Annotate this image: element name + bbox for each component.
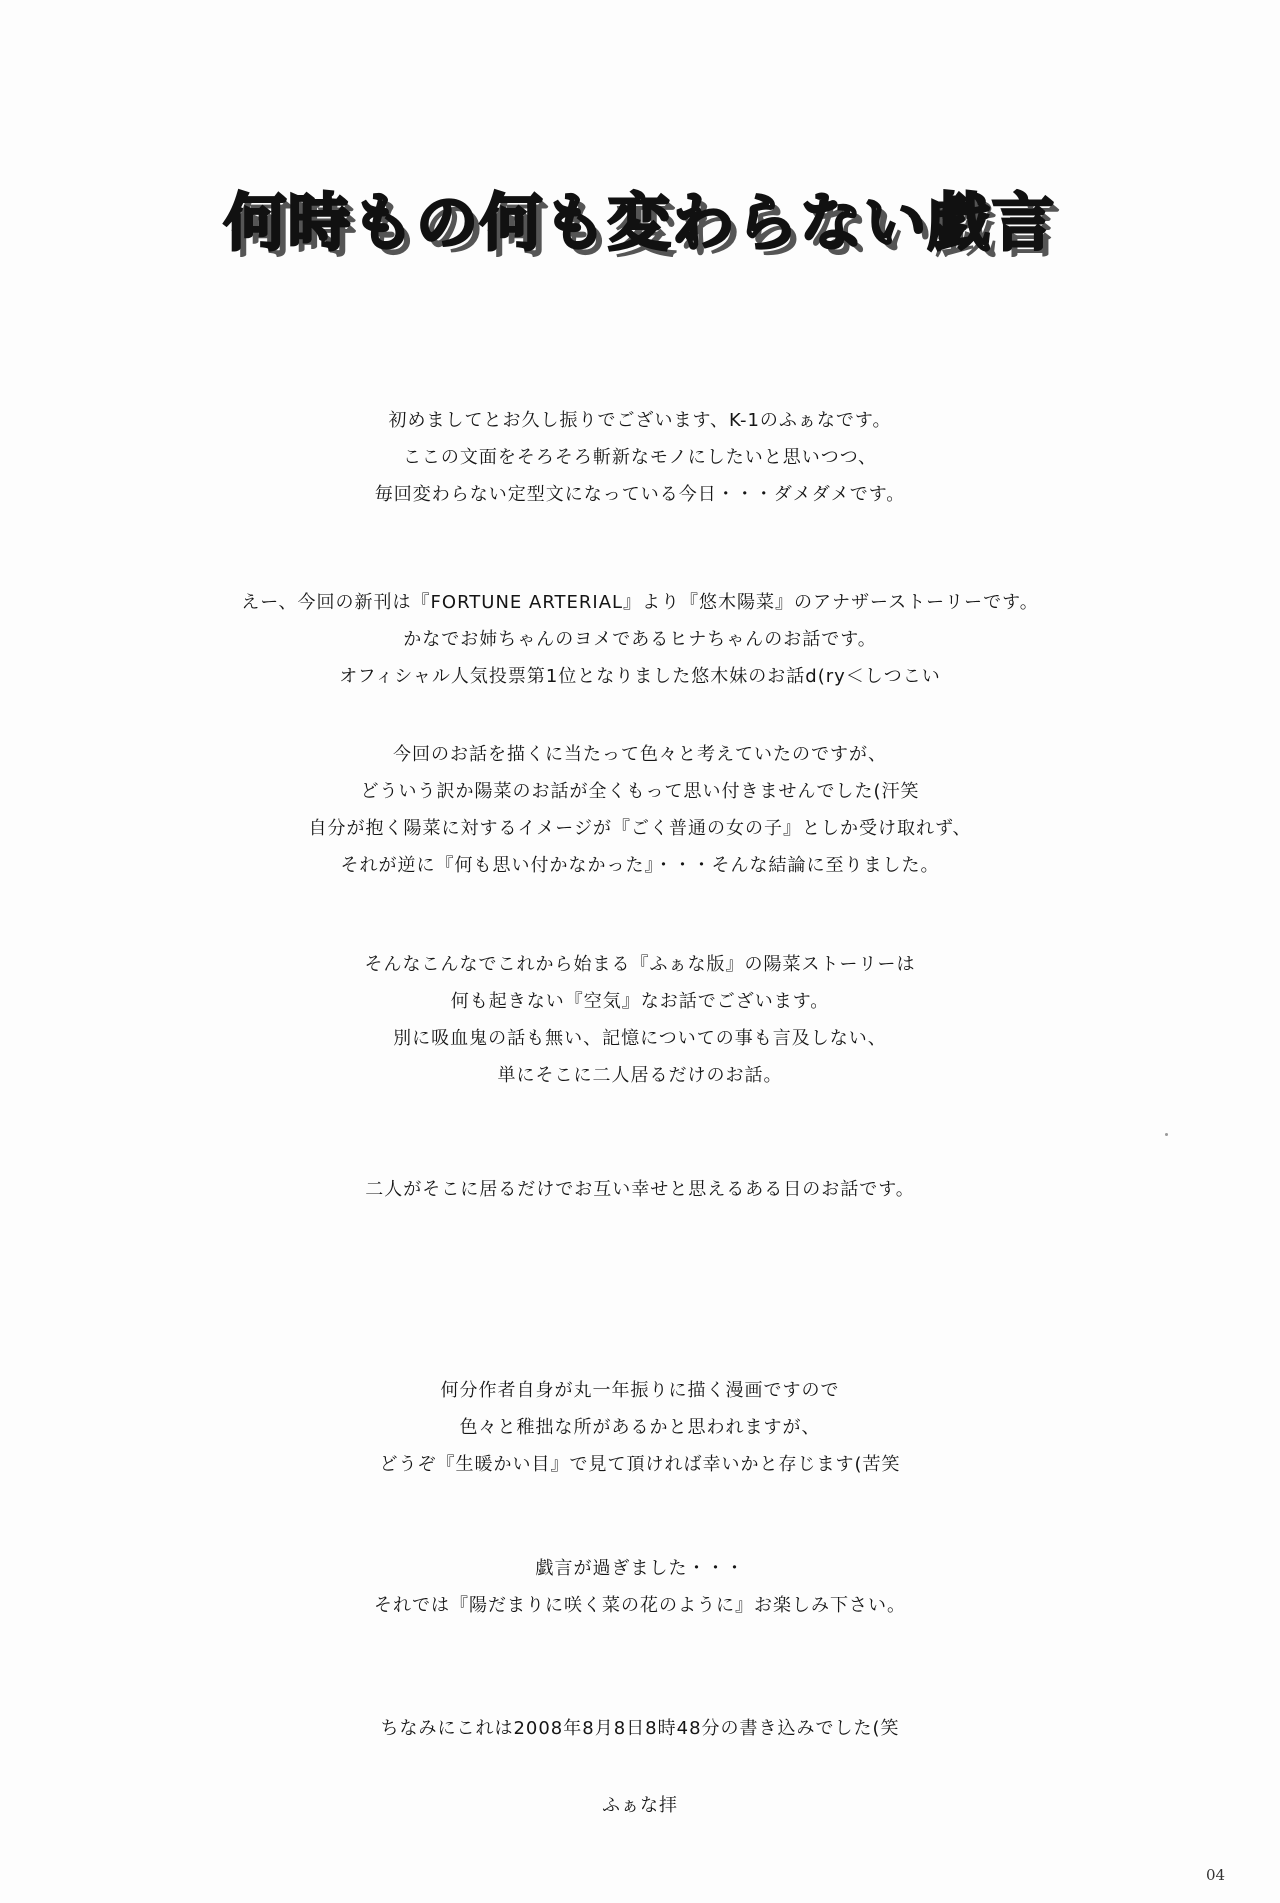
text-line: 別に吸血鬼の話も無い、記憶についての事も言及しない、 (393, 1028, 887, 1049)
paragraph-story-thoughts (0, 736, 1280, 884)
text-line: 色々と稚拙な所があるかと思われますが、 (459, 1417, 821, 1438)
title-block (0, 178, 1280, 268)
signature (0, 1787, 1280, 1824)
paragraph-theme (0, 1171, 1280, 1208)
text-line: それでは『陽だまりに咲く菜の花のように』お楽しみ下さい。 (374, 1595, 906, 1616)
text-line: どういう訳か陽菜のお話が全くもって思い付きませんでした(汗笑 (360, 781, 920, 802)
text-line: ちなみにこれは2008年8月8日8時48分の書き込みでした(笑 (380, 1718, 900, 1739)
text-line: それが逆に『何も思い付かなかった』・・・そんな結論に至りました。 (340, 855, 940, 876)
text-line: 単にそこに二人居るだけのお話。 (497, 1065, 783, 1086)
text-line: 戯言が過ぎました・・・ (535, 1558, 745, 1579)
paragraph-postscript (0, 1710, 1280, 1747)
text-line: オフィシャル人気投票第1位となりました悠木妹のお話d(ry＜しつこい (339, 666, 941, 687)
page-title: 何時もの何も変わらない戯言 (223, 186, 1056, 259)
paragraph-closing (0, 1550, 1280, 1624)
paragraph-new-book (0, 584, 1280, 695)
text-line: どうぞ『生暖かい目』で見て頂ければ幸いかと存じます(苦笑 (379, 1454, 901, 1475)
text-line: そんなこんなでこれから始まる『ふぁな版』の陽菜ストーリーは (364, 954, 916, 975)
signature-text: ふぁな拝 (602, 1795, 678, 1816)
paragraph-apology (0, 1372, 1280, 1483)
text-line: 何も起きない『空気』なお話でございます。 (450, 991, 830, 1012)
text-line: ここの文面をそろそろ斬新なモノにしたいと思いつつ、 (402, 447, 878, 468)
text-line: 二人がそこに居るだけでお互い幸せと思えるある日のお話です。 (365, 1179, 915, 1200)
page-number: 04 (1206, 1866, 1226, 1884)
text-line: 初めましてとお久し振りでございます、K-1のふぁなです。 (388, 410, 892, 431)
text-line: えー、今回の新刊は『FORTUNE ARTERIAL』より『悠木陽菜』のアナザーストーリーです。 (241, 592, 1039, 613)
text-line: かなでお姉ちゃんのヨメであるヒナちゃんのお話です。 (403, 629, 877, 650)
scan-speck (1165, 1133, 1168, 1136)
text-line: 毎回変わらない定型文になっている今日・・・ダメダメです。 (374, 484, 906, 505)
paragraph-greeting (0, 402, 1280, 513)
text-line: 自分が抱く陽菜に対するイメージが『ごく普通の女の子』としか受け取れず、 (308, 818, 972, 839)
text-line: 今回のお話を描くに当たって色々と考えていたのですが、 (393, 744, 887, 765)
text-line: 何分作者自身が丸一年振りに描く漫画ですので (440, 1380, 840, 1401)
paragraph-story-summary (0, 946, 1280, 1094)
